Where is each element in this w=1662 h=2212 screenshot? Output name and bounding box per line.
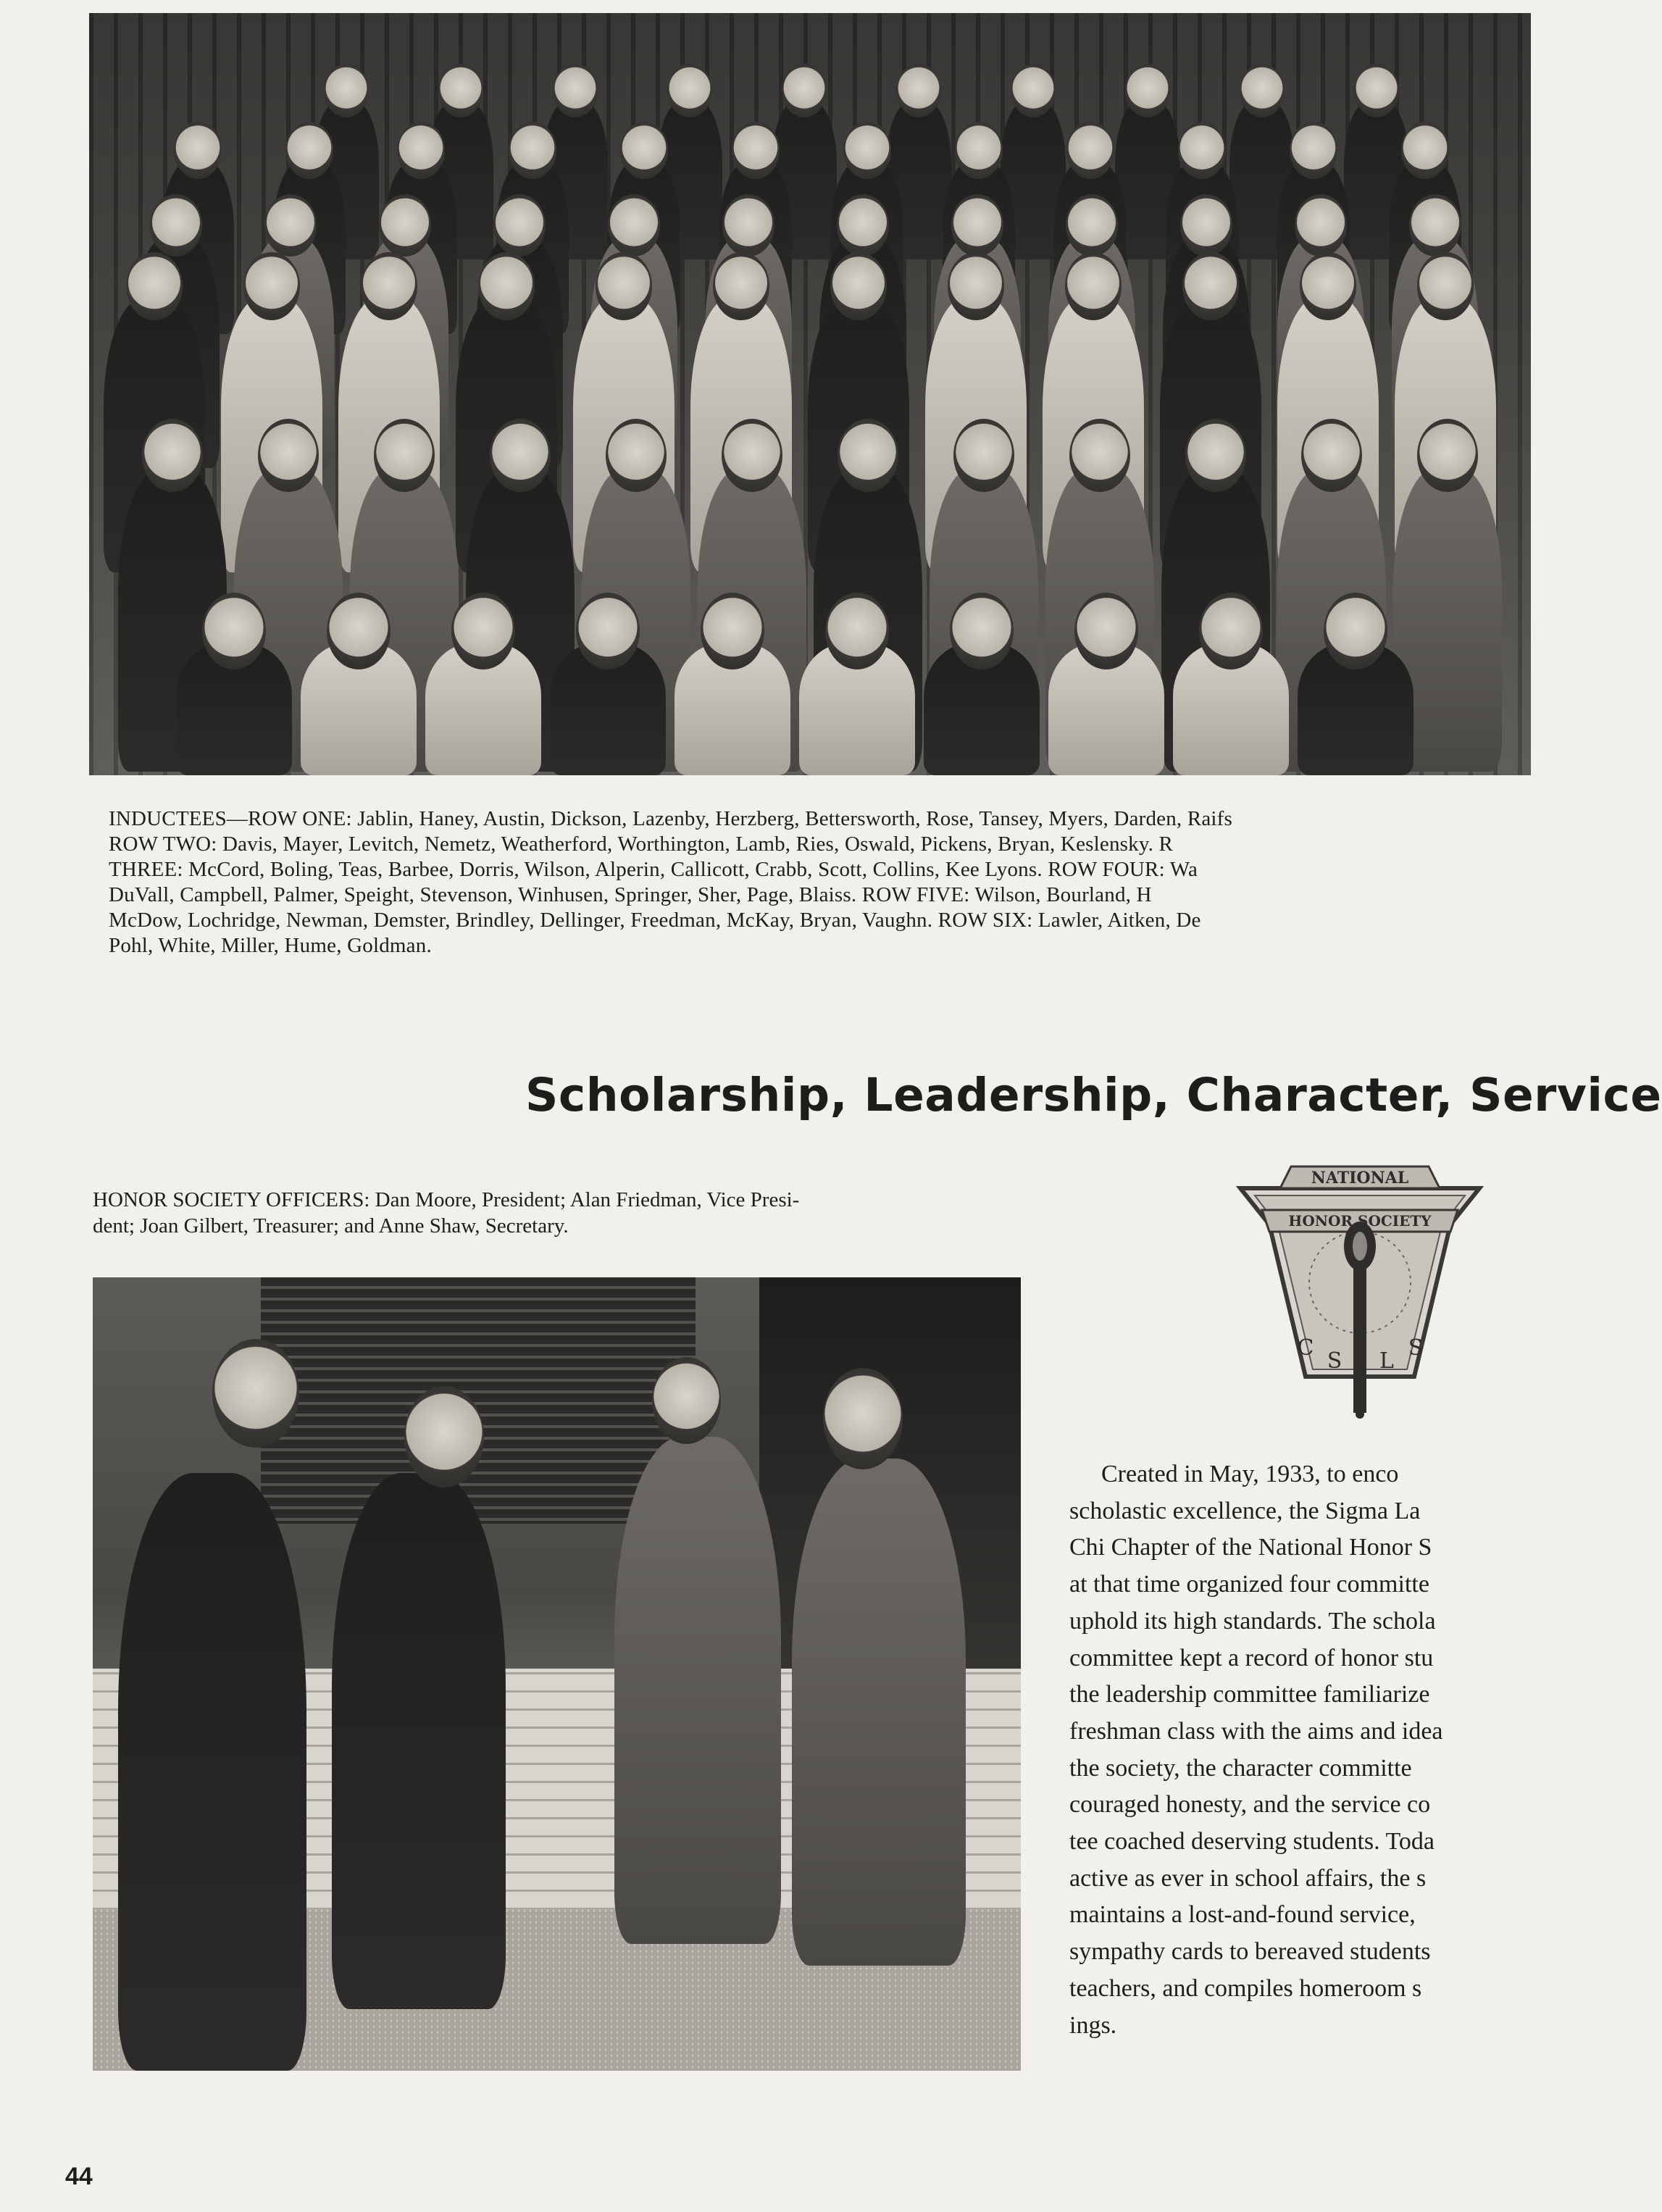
inductee-head [327, 593, 391, 669]
inductee-head [478, 252, 535, 320]
inductee-head [374, 419, 435, 492]
inductee-head [493, 194, 546, 256]
inductee-head [258, 419, 319, 492]
inductee-head [1125, 64, 1170, 117]
inductee-head [1178, 122, 1226, 179]
torch-keystone-icon [1233, 1159, 1487, 1420]
inductee-head [951, 194, 1003, 256]
inductees-caption-line: Pohl, White, Miller, Hume, Goldman. [109, 934, 432, 957]
inductee-head [1301, 419, 1362, 492]
inductees-caption-line: INDUCTEES—ROW ONE: Jablin, Haney, Austin, Dickson, Lazenby, Herzberg, Bettersworth, Rose, Tansey, Myers, Darden, Raifs [109, 807, 1233, 830]
history-text [1069, 1456, 1531, 2044]
officer-head [212, 1339, 299, 1448]
inductee-head [1409, 194, 1461, 256]
emblem-letter: L [1379, 1348, 1394, 1374]
history-line: committee kept a record of honor stu [1069, 1644, 1434, 1671]
inductee-head [397, 122, 445, 179]
inductee-head [606, 419, 667, 492]
inductee-head [732, 122, 780, 179]
inductee-head [264, 194, 317, 256]
officer-figure [792, 1458, 966, 1966]
officer-head [404, 1386, 484, 1487]
history-line: Chi Chapter of the National Honor S [1069, 1534, 1432, 1561]
inductee-head [1417, 419, 1478, 492]
inductee-head [553, 64, 598, 117]
history-line: teachers, and compiles homeroom s [1069, 1974, 1422, 2002]
officers-caption-line: dent; Joan Gilbert, Treasurer; and Anne Shaw, Secretary. [93, 1214, 569, 1238]
officer-figure [118, 1473, 306, 2071]
inductee-head [1069, 419, 1130, 492]
inductee-head [1011, 64, 1056, 117]
emblem-letter: C [1297, 1335, 1314, 1361]
inductee-head [243, 252, 300, 320]
history-line: the leadership committee familiarize [1069, 1681, 1430, 1708]
officer-figure [332, 1473, 506, 2009]
inductees-caption-line: DuVall, Campbell, Palmer, Speight, Stevenson, Winhusen, Springer, Sher, Page, Blaiss. ROW FIVE: Wilson, Bourland, H [109, 883, 1152, 906]
inductee-head [837, 194, 889, 256]
inductee-head [1300, 252, 1356, 320]
officers-caption [93, 1187, 1021, 1239]
history-line: the society, the character committe [1069, 1754, 1412, 1782]
inductee-head [150, 194, 202, 256]
inductee-head [509, 122, 556, 179]
inductee-head [202, 593, 266, 669]
history-line: active as ever in school affairs, the s [1069, 1864, 1427, 1892]
inductee-head [667, 64, 712, 117]
inductee-head [896, 64, 941, 117]
inductee-head [1182, 252, 1239, 320]
inductees-caption [109, 806, 1529, 959]
inductee-head [1354, 64, 1399, 117]
inductee-head [1240, 64, 1285, 117]
officer-head [652, 1357, 721, 1444]
inductee-head [379, 194, 431, 256]
history-line: Created in May, 1933, to enco [1101, 1461, 1399, 1487]
officers-photo [93, 1277, 1021, 2071]
emblem-mid-text: HONOR SOCIETY [1288, 1212, 1432, 1230]
inductee-head [1401, 122, 1449, 179]
inductee-head [948, 252, 1004, 320]
page-number: 44 [65, 2163, 93, 2190]
inductee-head [490, 419, 551, 492]
inductee-head [126, 252, 183, 320]
inductee-head [1066, 122, 1114, 179]
inductee-head [825, 593, 889, 669]
history-line: couraged honesty, and the service co [1069, 1791, 1431, 1819]
inductee-head [1074, 593, 1138, 669]
inductee-head [174, 122, 222, 179]
officers-caption-line: HONOR SOCIETY OFFICERS: Dan Moore, President; Alan Friedman, Vice Presi- [93, 1188, 800, 1211]
inductee-head [843, 122, 891, 179]
history-line: maintains a lost-and-found service, [1069, 1901, 1416, 1929]
inductee-head [438, 64, 483, 117]
history-line: ings. [1069, 2011, 1117, 2039]
history-line: at that time organized four committe [1069, 1571, 1429, 1598]
section-heading: Scholarship, Leadership, Character, Service [525, 1069, 1662, 1122]
inductee-head [722, 419, 782, 492]
inductees-caption-line: THREE: McCord, Boling, Teas, Barbee, Dorris, Wilson, Alperin, Callicott, Crabb, Scott, Collins, Kee Lyons. ROW FOUR: Wa [109, 858, 1198, 881]
inductee-head [830, 252, 887, 320]
inductee-head [950, 593, 1014, 669]
inductee-head [1417, 252, 1474, 320]
inductee-head [620, 122, 668, 179]
inductee-head [1290, 122, 1337, 179]
honor-roll-plaque [261, 1277, 696, 1524]
emblem-letter: S [1327, 1348, 1342, 1374]
inductee-head [722, 194, 774, 256]
inductees-caption-line: ROW TWO: Davis, Mayer, Levitch, Nemetz, Weatherford, Worthington, Lamb, Ries, Oswald, Pickens, Bryan, Keslensky. R [109, 832, 1174, 856]
inductee-head [285, 122, 333, 179]
inductee-head [142, 419, 203, 492]
history-line: uphold its high standards. The schola [1069, 1607, 1436, 1635]
emblem-top-text: NATIONAL [1311, 1169, 1409, 1188]
inductee-head [701, 593, 764, 669]
inductee-head [1065, 252, 1122, 320]
inductee-head [838, 419, 898, 492]
history-line: freshman class with the aims and idea [1069, 1717, 1443, 1745]
inductee-head [576, 593, 640, 669]
history-line: sympathy cards to bereaved students [1069, 1938, 1431, 1966]
inductee-head [955, 122, 1003, 179]
inductee-head [1066, 194, 1118, 256]
inductees-caption-line: McDow, Lochridge, Newman, Demster, Brindley, Dellinger, Freedman, McKay, Bryan, Vaughn. ROW SIX: Lawler, Aitken, De [109, 909, 1201, 932]
officer-figure [614, 1437, 781, 1944]
inductees-group-photo [89, 13, 1531, 775]
inductee-head [1199, 593, 1263, 669]
emblem-letter: S [1408, 1335, 1424, 1361]
inductee-head [361, 252, 417, 320]
inductee-head [953, 419, 1014, 492]
inductee-head [782, 64, 827, 117]
history-line: tee coached deserving students. Toda [1069, 1828, 1435, 1856]
inductee-head [1295, 194, 1347, 256]
inductee-head [1180, 194, 1232, 256]
inductee-head [1185, 419, 1246, 492]
history-line: scholastic excellence, the Sigma La [1069, 1497, 1421, 1524]
inductee-head [713, 252, 769, 320]
honor-society-emblem [1233, 1159, 1487, 1420]
inductee-head [596, 252, 652, 320]
inductee-head [608, 194, 660, 256]
inductee-head [451, 593, 515, 669]
inductee-head [324, 64, 369, 117]
inductee-head [1324, 593, 1387, 669]
officer-head [823, 1368, 903, 1469]
